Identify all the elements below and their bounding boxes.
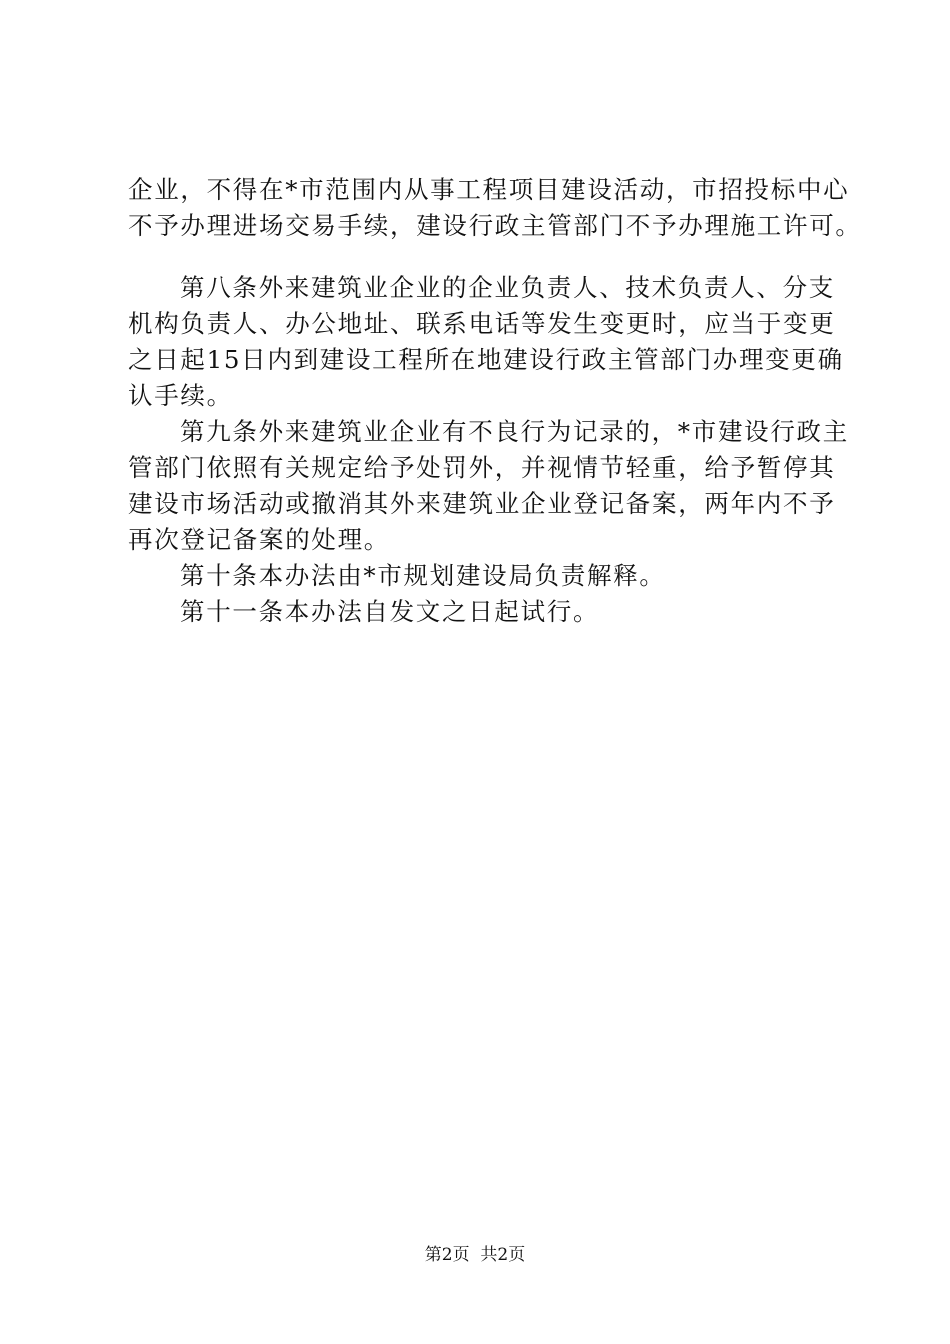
paragraph-line: 认手续。 bbox=[128, 381, 233, 410]
paragraph-line: 机构负责人、办公地址、联系电话等发生变更时，应当于变更 bbox=[128, 309, 836, 338]
paragraph-line: 第十条本办法由*市规划建设局负责解释。 bbox=[180, 561, 666, 590]
paragraph-line: 之日起15日内到建设工程所在地建设行政主管部门办理变更确 bbox=[128, 345, 844, 374]
paragraph-line: 管部门依照有关规定给予处罚外，并视情节轻重，给予暂停其 bbox=[128, 453, 836, 482]
paragraph-line: 建设市场活动或撤消其外来建筑业企业登记备案，两年内不予 bbox=[128, 489, 836, 518]
paragraph-line: 第九条外来建筑业企业有不良行为记录的，*市建设行政主 bbox=[180, 417, 849, 446]
document-body bbox=[128, 172, 862, 630]
paragraph-line: 第八条外来建筑业企业的企业负责人、技术负责人、分支 bbox=[180, 273, 835, 302]
paragraph-line: 第十一条本办法自发文之日起试行。 bbox=[180, 597, 600, 626]
paragraph-gap bbox=[128, 244, 840, 270]
paragraph-line: 再次登记备案的处理。 bbox=[128, 525, 390, 554]
paragraph-line: 企业，不得在*市范围内从事工程项目建设活动，市招投标中心 bbox=[128, 175, 850, 204]
paragraph-line: 不予办理进场交易手续，建设行政主管部门不予办理施工许可。 bbox=[128, 211, 862, 240]
page-number-footer: 第2页 共2页 bbox=[424, 1245, 526, 1265]
